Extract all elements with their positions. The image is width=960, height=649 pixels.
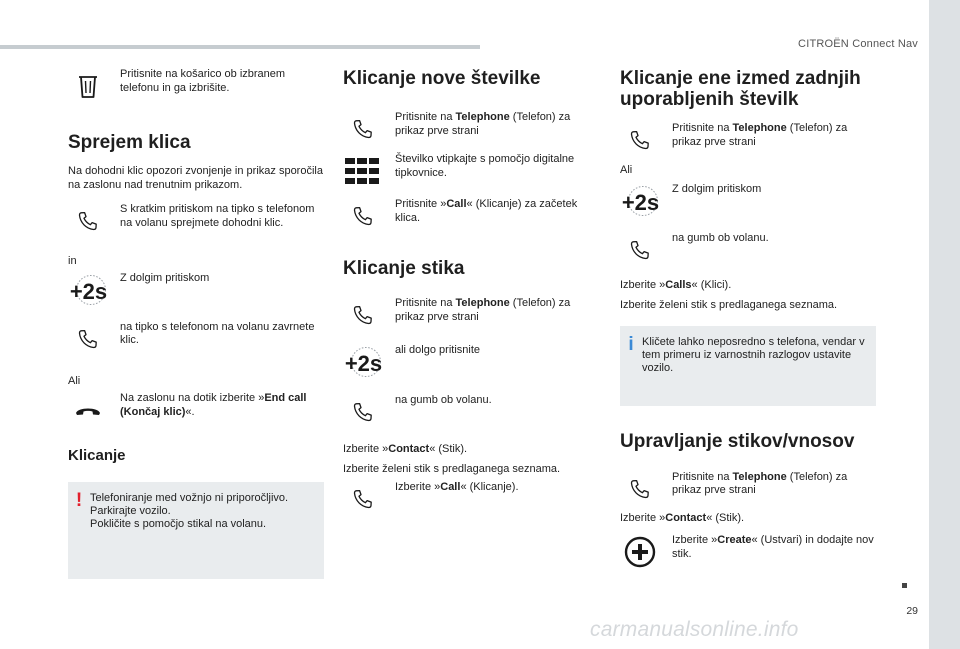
phone-icon bbox=[343, 111, 383, 147]
step-reject bbox=[68, 321, 324, 357]
step-open-telephone bbox=[343, 111, 599, 147]
step-start-call bbox=[343, 198, 599, 234]
step-text: na tipko s telefonom na volanu zavrnete klic. bbox=[120, 320, 315, 346]
phone-icon bbox=[343, 394, 383, 430]
step-text: na gumb ob volanu. bbox=[672, 231, 769, 244]
step-open-telephone-2 bbox=[343, 297, 599, 333]
step-select-call bbox=[343, 481, 599, 517]
continuation-mark bbox=[902, 583, 907, 588]
brand-header: CITROËN Connect Nav bbox=[798, 38, 918, 50]
step-text: Z dolgim pritiskom bbox=[120, 271, 210, 284]
receive-intro: Na dohodni klic opozori zvonjenje in prikaz sporočila na zaslonu nad trenutnim prikazom. bbox=[68, 165, 323, 191]
step-text: Z dolgim pritiskom bbox=[672, 182, 762, 195]
select-calls: Izberite »Calls« (Klici). bbox=[620, 278, 732, 291]
phone-icon bbox=[343, 481, 383, 517]
long-press-2s-icon bbox=[68, 272, 108, 308]
page-number: 29 bbox=[906, 605, 918, 617]
phone-icon bbox=[343, 297, 383, 333]
step-text: Na zaslonu na dotik izberite »End call (Končaj klic)«. bbox=[120, 392, 307, 418]
step-short-press bbox=[68, 203, 324, 239]
connector-in: in bbox=[68, 255, 77, 267]
connector-or: Ali bbox=[620, 164, 633, 176]
step-open-telephone bbox=[620, 122, 876, 158]
step-end-call bbox=[68, 392, 324, 428]
step-text: Številko vtipkajte s pomočjo digitalne tipkovnice. bbox=[395, 153, 575, 179]
step-keypad bbox=[343, 153, 599, 189]
keypad-icon bbox=[343, 153, 383, 189]
step-text: Izberite »Create« (Ustvari) in dodajte nov stik. bbox=[672, 534, 874, 560]
step-text: Pritisnite na Telephone (Telefon) za prikaz prve strani bbox=[395, 111, 571, 137]
heading-receive-call: Sprejem klica bbox=[68, 132, 191, 153]
end-call-label: End call (Končaj klic) bbox=[120, 392, 307, 418]
warning-text: Telefoniranje med vožnjo ni priporočljivo. Parkirajte vozilo. Pokličite s pomočjo stikal na volanu. bbox=[90, 492, 289, 530]
page-side-strip bbox=[929, 0, 960, 649]
step-create-contact bbox=[620, 534, 876, 570]
trash-icon bbox=[68, 68, 108, 104]
info-box bbox=[620, 326, 876, 406]
phone-icon bbox=[68, 203, 108, 239]
step-open-telephone-2 bbox=[620, 471, 876, 507]
long-press-2s-icon bbox=[343, 344, 383, 380]
step-text: Pritisnite na košarico ob izbranem telefonu in ga izbrišite. bbox=[120, 68, 286, 94]
add-icon bbox=[620, 534, 660, 570]
heading-recent-numbers: Klicanje ene izmed zadnjih uporabljenih številk bbox=[620, 68, 861, 110]
step-long-press bbox=[620, 183, 876, 219]
step-long-press bbox=[343, 344, 599, 380]
heading-call-contact: Klicanje stika bbox=[343, 258, 465, 279]
column-3 bbox=[620, 60, 876, 570]
select-contact: Izberite »Contact« (Stik). bbox=[343, 443, 468, 455]
step-text: Pritisnite na Telephone (Telefon) za prikaz prve strani bbox=[672, 122, 848, 148]
long-press-2s-icon bbox=[620, 183, 660, 219]
top-rule bbox=[0, 45, 480, 49]
select-from-list: Izberite želeni stik s predlaganega seznama. bbox=[343, 462, 561, 475]
select-contact: Izberite »Contact« (Stik). bbox=[620, 511, 745, 524]
step-delete-phone bbox=[68, 68, 324, 104]
step-text: ali dolgo pritisnite bbox=[395, 344, 480, 356]
column-2 bbox=[343, 60, 599, 517]
info-icon: i bbox=[628, 333, 634, 355]
warning-icon: ! bbox=[75, 490, 83, 511]
phone-icon bbox=[620, 122, 660, 158]
step-text: Pritisnite na Telephone (Telefon) za prikaz prve strani bbox=[395, 297, 571, 323]
step-text: Izberite »Call« (Klicanje). bbox=[395, 481, 519, 493]
step-wheel-button bbox=[620, 232, 876, 268]
step-text: S kratkim pritiskom na tipko s telefonom na volanu sprejmete dohodni klic. bbox=[120, 203, 315, 229]
phone-icon bbox=[620, 471, 660, 507]
step-text: Pritisnite na Telephone (Telefon) za prikaz prve strani bbox=[672, 470, 848, 496]
info-text: Kličete lahko neposredno s telefona, vendar v tem primeru iz varnostnih razlogov ustavite vozilo. bbox=[642, 335, 865, 374]
step-wheel-button bbox=[343, 394, 599, 430]
watermark: carmanualsonline.info bbox=[590, 618, 799, 641]
select-from-list: Izberite želeni stik s predlaganega seznama. bbox=[620, 299, 838, 311]
phone-icon bbox=[68, 321, 108, 357]
phone-icon bbox=[343, 198, 383, 234]
step-long-press bbox=[68, 272, 324, 308]
heading-manage-contacts: Upravljanje stikov/vnosov bbox=[620, 430, 855, 452]
column-1 bbox=[68, 60, 324, 579]
step-text: Pritisnite »Call« (Klicanje) za začetek klica. bbox=[395, 198, 578, 224]
warning-box bbox=[68, 482, 324, 579]
step-text: na gumb ob volanu. bbox=[395, 394, 492, 406]
phone-icon bbox=[620, 232, 660, 268]
heading-new-number: Klicanje nove številke bbox=[343, 68, 541, 89]
connector-or: Ali bbox=[68, 374, 81, 387]
heading-calling: Klicanje bbox=[68, 447, 126, 464]
hang-up-icon bbox=[68, 392, 108, 428]
